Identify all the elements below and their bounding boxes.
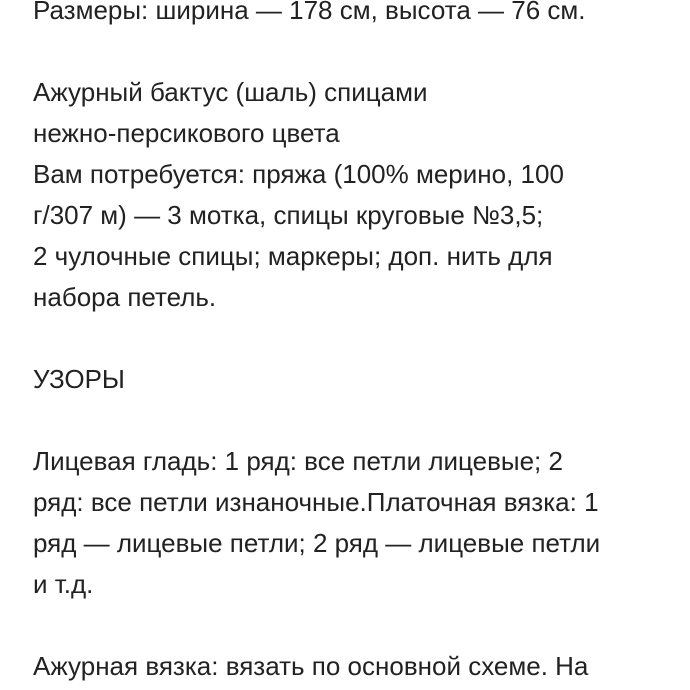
text-line-patterns-1: Лицевая гладь: 1 ряд: все петли лицевые; 2 bbox=[33, 446, 563, 476]
text-line-materials-3: 2 чулочные спицы; маркеры; доп. нить для bbox=[33, 241, 553, 271]
text-line-title-1: Ажурный бактус (шаль) спицами bbox=[33, 77, 428, 107]
text-line-patterns-3: ряд — лицевые петли; 2 ряд — лицевые петли bbox=[33, 528, 601, 558]
text-line-materials-2: г/307 м) — 3 мотка, спицы круговые №3,5; bbox=[33, 200, 544, 230]
text-line-patterns-4: и т.д. bbox=[33, 569, 94, 599]
text-line-patterns-2: ряд: все петли изнаночные.Платочная вязка: 1 bbox=[33, 487, 599, 517]
text-line-sizes: Размеры: ширина — 178 см, высота — 76 см. bbox=[33, 0, 586, 25]
text-line-materials-1: Вам потребуется: пряжа (100% мерино, 100 bbox=[33, 159, 564, 189]
text-line-title-2: нежно-персикового цвета bbox=[33, 118, 340, 148]
section-heading-patterns: УЗОРЫ bbox=[33, 364, 125, 394]
text-line-lace-1: Ажурная вязка: вязать по основной схеме. На bbox=[33, 651, 589, 681]
text-line-materials-4: набора петель. bbox=[33, 282, 217, 312]
